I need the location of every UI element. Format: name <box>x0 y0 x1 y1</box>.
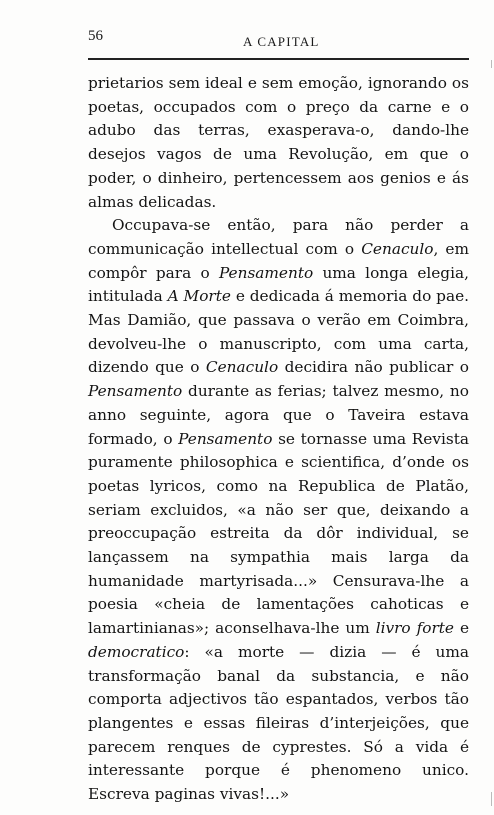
italic-run: livro forte <box>375 619 454 638</box>
text-run: durante as ferias; talvez mesmo, no anno seguinte, agora que o Taveira estava formado, o <box>88 382 469 448</box>
text-run: uma longa elegia, intitulada <box>88 263 469 306</box>
scan-mark <box>491 60 492 68</box>
italic-run: Cenaculo <box>361 239 434 258</box>
header-rule <box>88 58 469 60</box>
italic-run: A Morte <box>167 287 231 306</box>
text-run: Occupava-se então, para não perder a communicação intellectual com o <box>88 216 469 258</box>
paragraph <box>88 214 469 807</box>
page-number: 56 <box>88 28 103 44</box>
text-run: decidira não publicar o <box>278 358 469 377</box>
text-run: : «a morte — dizia — é uma transformação banal da substancia, e não comporta adjectivos tão espantados, verbos tão plangentes e essas fileiras d’interjeições, que parecem renques de cyprestes. Só a vida é interessante porque é phenomeno unico. Escreva paginas vivas!...» <box>88 642 469 804</box>
text-run: se tornasse uma Revista puramente philosophica e scientifica, d’onde os poetas lyricos, como na Republica de Platão, seriam excluidos, «a não ser que, deixando a preoccupação estreita da dôr individual, se lançassem na sympathia mais larga da humanidade martyrisada...» Censurava-lhe a poesia «cheia de lamentações cahoticas e lamartinianas»; aconselhava-lhe um <box>88 429 469 638</box>
body-text <box>88 72 469 807</box>
scan-mark <box>491 792 492 806</box>
paragraph <box>88 72 469 214</box>
text-run: prietarios sem ideal e sem emoção, ignorando os poetas, occupados com o preço da carne e o adubo das terras, exasperava-o, dando-lhe desejos vagos de uma Revolução, em que o poder, o dinheiro, pertencessem aos genios e ás almas delicadas. <box>88 74 469 211</box>
running-title: A CAPITAL <box>243 34 320 49</box>
italic-run: democratico <box>88 642 185 661</box>
italic-run: Pensamento <box>88 382 183 401</box>
italic-run: Pensamento <box>178 429 273 448</box>
text-run: e dedicada á memoria do pae. Mas Damião, que passava o verão em Coimbra, devolveu-lhe o manuscripto, com uma carta, dizendo que o <box>88 287 470 377</box>
text-run: , em compôr para o <box>88 239 469 282</box>
text-run: e <box>453 619 469 638</box>
page-header <box>88 28 468 50</box>
italic-run: Pensamento <box>218 263 314 282</box>
italic-run: Cenaculo <box>205 358 279 377</box>
